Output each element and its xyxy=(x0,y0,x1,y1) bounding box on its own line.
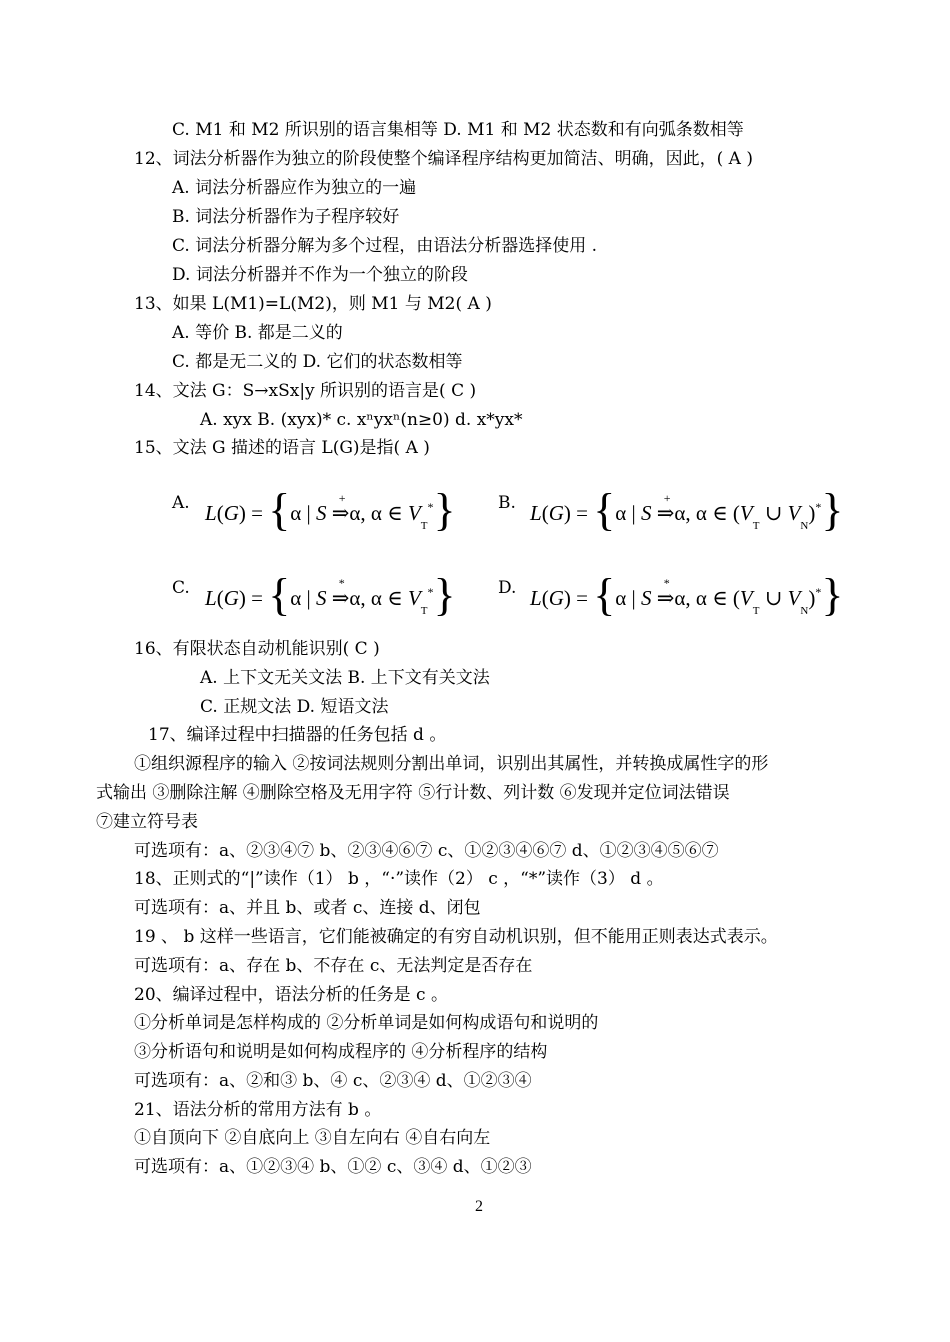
text-line: 可选项有：a、②③④⑦ b、②③④⑥⑦ c、①②③④⑥⑦ d、①②③④⑤⑥⑦ xyxy=(134,841,719,861)
formula-b: L(G) = {α | S ⇒ + α, α ∈ ($V_T$ ∪ $V_N)^*$} xyxy=(530,484,844,535)
text-line: 20、编译过程中，语法分析的任务是 c 。 xyxy=(134,985,448,1005)
text-line: 可选项有：a、并且 b、或者 c、连接 d、闭包 xyxy=(134,898,481,918)
text-line: A. xyx B. (xyx)* c. xⁿyxⁿ(n≥0) d. x*yx* xyxy=(200,410,523,430)
formula-c-label: C. xyxy=(172,578,190,598)
formula-a-label: A. xyxy=(172,493,190,513)
formula-a: L(G) = {α | S ⇒ + α, α ∈ $V_T^*$} xyxy=(205,484,456,535)
text-line: ③分析语句和说明是如何构成程序的 ④分析程序的结构 xyxy=(134,1042,548,1062)
text-line: ⑦建立符号表 xyxy=(96,812,198,832)
text-line: 可选项有：a、②和③ b、④ c、②③④ d、①②③④ xyxy=(134,1071,532,1091)
formula-c: L(G) = {α | S ⇒ * α, α ∈ $V_T^*$} xyxy=(205,569,456,620)
text-line: C. 正规文法 D. 短语文法 xyxy=(200,697,389,717)
text-line: 14、文法 G：S→xSx|y 所识别的语言是( C ) xyxy=(134,381,477,401)
text-line: 13、如果 L(M1)=L(M2)，则 M1 与 M2( A ) xyxy=(134,294,492,314)
page-number: 2 xyxy=(475,1198,483,1215)
text-line: 15、文法 G 描述的语言 L(G)是指( A ) xyxy=(134,438,430,458)
text-line: 17、编译过程中扫描器的任务包括 d 。 xyxy=(148,725,447,745)
formula-b-label: B. xyxy=(498,493,516,513)
text-line: ①分析单词是怎样构成的 ②分析单词是如何构成语句和说明的 xyxy=(134,1013,599,1033)
text-line: 可选项有：a、①②③④ b、①② c、③④ d、①②③ xyxy=(134,1157,532,1177)
text-line: A. 等价 B. 都是二义的 xyxy=(172,323,343,343)
text-line: ①自顶向下 ②自底向上 ③自左向右 ④自右向左 xyxy=(134,1128,491,1148)
text-line: ①组织源程序的输入 ②按词法规则分割出单词，识别出其属性，并转换成属性字的形 xyxy=(134,754,769,774)
text-line: D. 词法分析器并不作为一个独立的阶段 xyxy=(172,265,468,285)
text-line: C. 词法分析器分解为多个过程，由语法分析器选择使用 . xyxy=(172,236,598,256)
text-line: A. 上下文无关文法 B. 上下文有关文法 xyxy=(200,668,490,688)
text-line: 可选项有：a、存在 b、不存在 c、无法判定是否存在 xyxy=(134,956,533,976)
text-line: C. 都是无二义的 D. 它们的状态数相等 xyxy=(172,352,463,372)
formula-d-label: D. xyxy=(498,578,517,598)
formula-d: L(G) = {α | S ⇒ * α, α ∈ ($V_T$ ∪ $V_N)^*$} xyxy=(530,569,844,620)
text-line: 18、正则式的“|”读作（1） b ，“·”读作（2） c ，“*”读作（3） d 。 xyxy=(134,869,664,889)
text-line: A. 词法分析器应作为独立的一遍 xyxy=(172,178,417,198)
text-line: 21、语法分析的常用方法有 b 。 xyxy=(134,1100,382,1120)
text-line: 12、词法分析器作为独立的阶段使整个编译程序结构更加简洁、明确，因此，( A ) xyxy=(134,149,753,169)
text-line: B. 词法分析器作为子程序较好 xyxy=(172,207,400,227)
text-line: 19 、 b 这样一些语言，它们能被确定的有穷自动机识别，但不能用正则表达式表示。 xyxy=(134,927,778,947)
text-line: 16、有限状态自动机能识别( C ) xyxy=(134,639,380,659)
text-line: C. M1 和 M2 所识别的语言集相等 D. M1 和 M2 状态数和有向弧条数相等 xyxy=(172,120,744,140)
text-line: 式输出 ③删除注解 ④删除空格及无用字符 ⑤行计数、列计数 ⑥发现并定位词法错误 xyxy=(96,783,730,803)
